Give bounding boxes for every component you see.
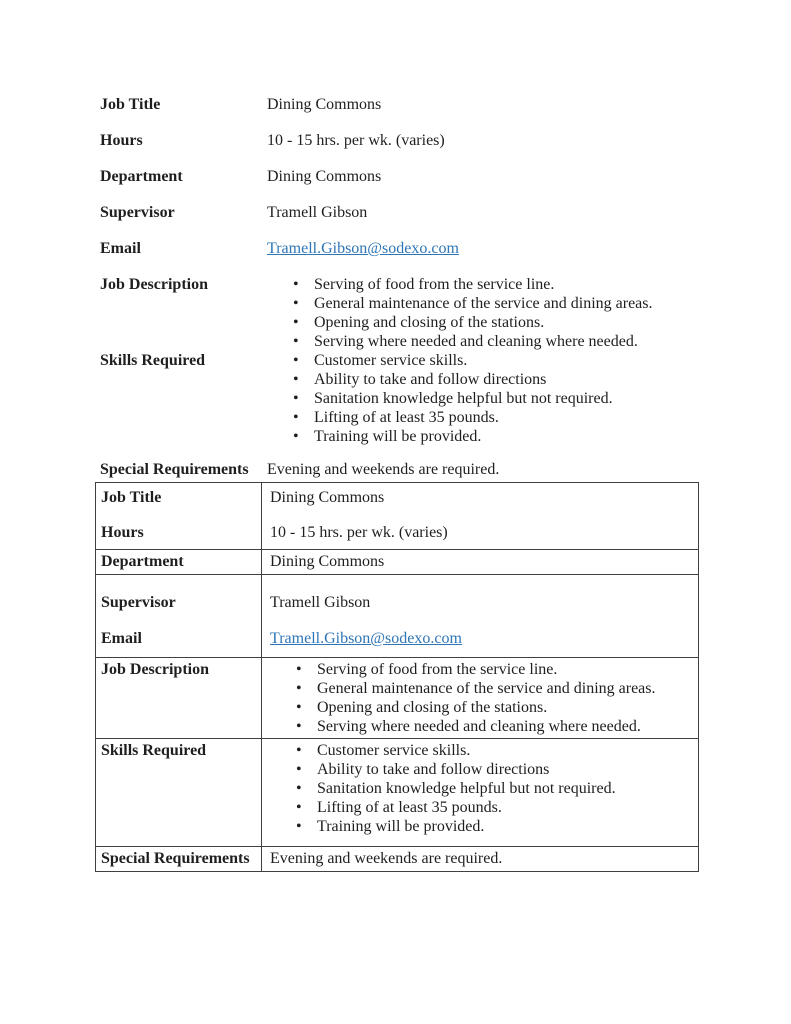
bullet-item: • Serving where needed and cleaning where needed. (296, 717, 694, 736)
field-row-supervisor (100, 203, 710, 223)
hours-label: Hours (100, 132, 143, 149)
table-cell-labels (96, 575, 262, 657)
special-requirements-value: Evening and weekends are required. (267, 461, 500, 478)
bullet-item: • Training will be provided. (296, 817, 694, 836)
job-title-value: Dining Commons (267, 96, 382, 113)
description-skills-lists (267, 275, 710, 446)
table-department-value: Dining Commons (270, 553, 385, 570)
bullet-item: • Serving of food from the service line. (296, 660, 694, 679)
table-supervisor-label: Supervisor (101, 594, 176, 611)
bullet-item: • Ability to take and follow directions (293, 370, 710, 389)
table-row-department (96, 550, 698, 575)
bullet-item: • Opening and closing of the stations. (296, 698, 694, 717)
bullet-item: • Serving where needed and cleaning where needed. (293, 332, 710, 351)
bullet-item: • Sanitation knowledge helpful but not required. (293, 389, 710, 408)
job-description-bullets (267, 275, 710, 351)
table-hours-value: 10 - 15 hrs. per wk. (varies) (270, 524, 448, 541)
table-job-title-label: Job Title (101, 489, 162, 506)
table-job-description-label: Job Description (96, 658, 262, 738)
job-title-label: Job Title (100, 96, 161, 113)
table-row-job-title-hours (96, 483, 698, 550)
field-row-hours (100, 131, 710, 151)
skills-required-bullets (267, 351, 710, 446)
table-cell-labels (96, 483, 262, 549)
bullet-item: • Sanitation knowledge helpful but not required. (296, 779, 694, 798)
description-skills-block (100, 275, 710, 446)
department-value: Dining Commons (267, 168, 382, 185)
bullet-item: • Training will be provided. (293, 427, 710, 446)
table-job-description-bullets (270, 660, 694, 736)
bullet-item: • Serving of food from the service line. (293, 275, 710, 294)
hours-value: 10 - 15 hrs. per wk. (varies) (267, 132, 445, 149)
email-link[interactable]: Tramell.Gibson@sodexo.com (267, 240, 459, 257)
job-description-label: Job Description (100, 276, 208, 293)
bullet-item: • Ability to take and follow directions (296, 760, 694, 779)
bullet-item: • Lifting of at least 35 pounds. (293, 408, 710, 427)
field-row-job-title (100, 95, 710, 115)
table-cell-values (262, 575, 698, 657)
table-skills-required-label: Skills Required (96, 739, 262, 846)
table-cell-values (262, 658, 698, 738)
table-special-requirements-value: Evening and weekends are required. (270, 850, 503, 867)
field-row-department (100, 167, 710, 187)
table-row-special-requirements (96, 847, 698, 871)
table-supervisor-value: Tramell Gibson (270, 594, 371, 611)
bullet-item: • Lifting of at least 35 pounds. (296, 798, 694, 817)
table-email-link[interactable]: Tramell.Gibson@sodexo.com (270, 630, 462, 647)
bullet-item: • General maintenance of the service and dining areas. (296, 679, 694, 698)
bullet-item: • General maintenance of the service and dining areas. (293, 294, 710, 313)
email-value-wrap (267, 239, 710, 259)
description-skills-labels (100, 275, 267, 446)
field-row-special-requirements (100, 460, 710, 480)
field-row-email (100, 239, 710, 259)
table-email-label: Email (101, 630, 142, 647)
table-row-job-description (96, 658, 698, 739)
skills-required-label: Skills Required (100, 352, 206, 369)
job-posting-table (95, 482, 699, 872)
table-cell-values (262, 483, 698, 549)
table-email-value-wrap (270, 629, 694, 649)
email-label: Email (100, 240, 141, 257)
table-hours-label: Hours (101, 524, 144, 541)
supervisor-value: Tramell Gibson (267, 204, 368, 221)
table-row-supervisor-email (96, 575, 698, 658)
special-requirements-label: Special Requirements (100, 461, 249, 478)
table-skills-required-bullets (270, 741, 694, 836)
table-row-skills-required (96, 739, 698, 847)
table-special-requirements-label: Special Requirements (96, 847, 262, 871)
department-label: Department (100, 168, 183, 185)
bullet-item: • Opening and closing of the stations. (293, 313, 710, 332)
bullet-item: • Customer service skills. (296, 741, 694, 760)
job-posting-plain-section (100, 0, 710, 480)
supervisor-label: Supervisor (100, 204, 175, 221)
table-job-title-value: Dining Commons (270, 489, 385, 506)
table-cell-values (262, 739, 698, 846)
table-department-label: Department (96, 550, 262, 574)
bullet-item: • Customer service skills. (293, 351, 710, 370)
